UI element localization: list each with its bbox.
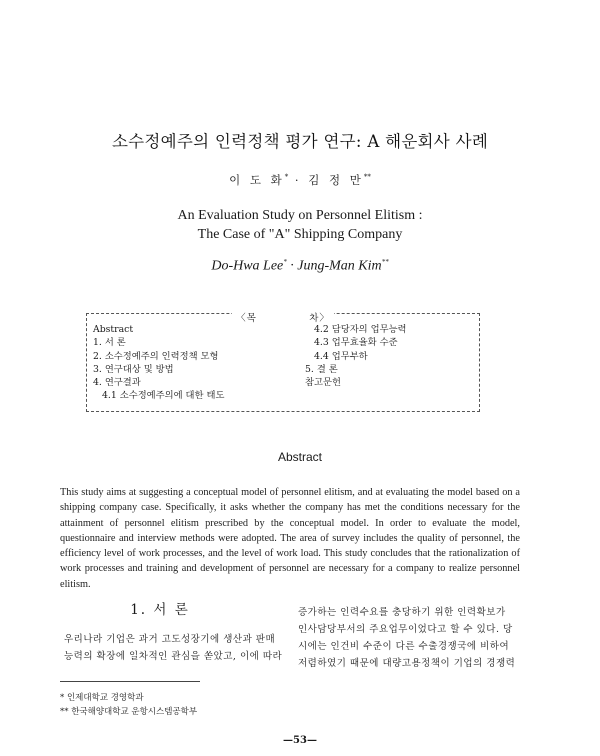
footnotes [60, 691, 197, 719]
body-text-line: 능력의 확장에 일차적인 관심을 쏟았고, 이에 따라 [64, 651, 283, 662]
paper-title-korean: 소수정예주의 인력정책 평가 연구: A 해운회사 사례 [111, 132, 489, 151]
toc-item: 4. 연구결과 [93, 377, 141, 389]
toc-item: 2. 소수정예주의 인력정책 모형 [93, 350, 219, 362]
section-1-right-column [298, 604, 515, 672]
author-1-english: Do-Hwa Lee [211, 258, 284, 274]
author-separator-english: · [290, 258, 294, 274]
author-2-korean: 김 정 만 [308, 173, 364, 187]
body-text-line: 인사담당부서의 주요업무이었다고 할 수 있다. 당 [298, 624, 513, 635]
footnote: * 인제대학교 경영학과 [60, 693, 144, 703]
toc-left-column [93, 323, 224, 403]
toc-item: Abstract [93, 324, 134, 335]
toc-item: 참고문헌 [305, 377, 341, 389]
toc-item: 4.2 담당자의 업무능력 [314, 324, 407, 335]
section-1-heading: 1. 서 론 [130, 602, 190, 618]
author-1-korean: 이 도 화 [229, 173, 285, 187]
body-text-line: 증가하는 인력수요를 충당하기 위한 인력확보가 [298, 607, 506, 618]
author-2-mark: ** [363, 173, 371, 182]
paper-title-english [0, 206, 600, 244]
title-english-line-2: The Case of "A" Shipping Company [197, 227, 403, 242]
author-separator: · [294, 173, 302, 187]
body-text-line: 시에는 인건비 수준이 다른 수출경쟁국에 비하여 [298, 641, 510, 652]
abstract-heading: Abstract [277, 450, 322, 464]
toc-right-column [305, 323, 407, 389]
footnote: ** 한국해양대학교 운항시스템공학부 [60, 707, 198, 717]
toc-item: 4.4 업무부하 [314, 350, 368, 362]
footnote-rule [60, 681, 200, 682]
table-of-contents [86, 313, 480, 412]
abstract-body: This study aims at suggesting a conceptual model of personnel elitism, and at evaluating the model based on a shipping company case. Specifically, it asks whether the company has met the conditions necessary for the attainment of personnel elitism prescribed by the conceptual model. In order to evaluate the model, questionnaire and interview methods were adopted. The area of survey includes the quality of personnel, the efficiency level of work processes, and the level of work load. This study concludes that the rationalization of work processes and training and development of personnel are necessary for a company to realize personnel elitism. [60, 487, 520, 590]
author-1-mark: * [284, 173, 289, 182]
author-2-english: Jung-Man Kim [297, 258, 382, 274]
toc-item: 1. 서 론 [93, 337, 126, 349]
body-text-line: 저렴하였기 때문에 대량고용정책이 기업의 경쟁력 [298, 658, 516, 669]
toc-item: 5. 결 론 [305, 363, 338, 375]
page-number: —53— [283, 735, 317, 746]
toc-item: 4.1 소수정예주의에 대한 태도 [102, 390, 225, 402]
body-text-line: 우리나라 기업은 과거 고도성장기에 생산과 판매 [64, 634, 276, 645]
section-1-left-column [60, 631, 282, 665]
authors-korean [0, 172, 600, 188]
title-english-line-1: An Evaluation Study on Personnel Elitism : [177, 208, 423, 223]
authors-english [0, 258, 600, 275]
toc-item: 3. 연구대상 및 방법 [93, 363, 174, 375]
author-2-english-mark: ** [381, 258, 389, 266]
author-1-english-mark: * [283, 258, 287, 266]
toc-heading-text: 〈목 차〉 [232, 313, 334, 324]
toc-item: 4.3 업무효율화 수준 [314, 337, 398, 349]
